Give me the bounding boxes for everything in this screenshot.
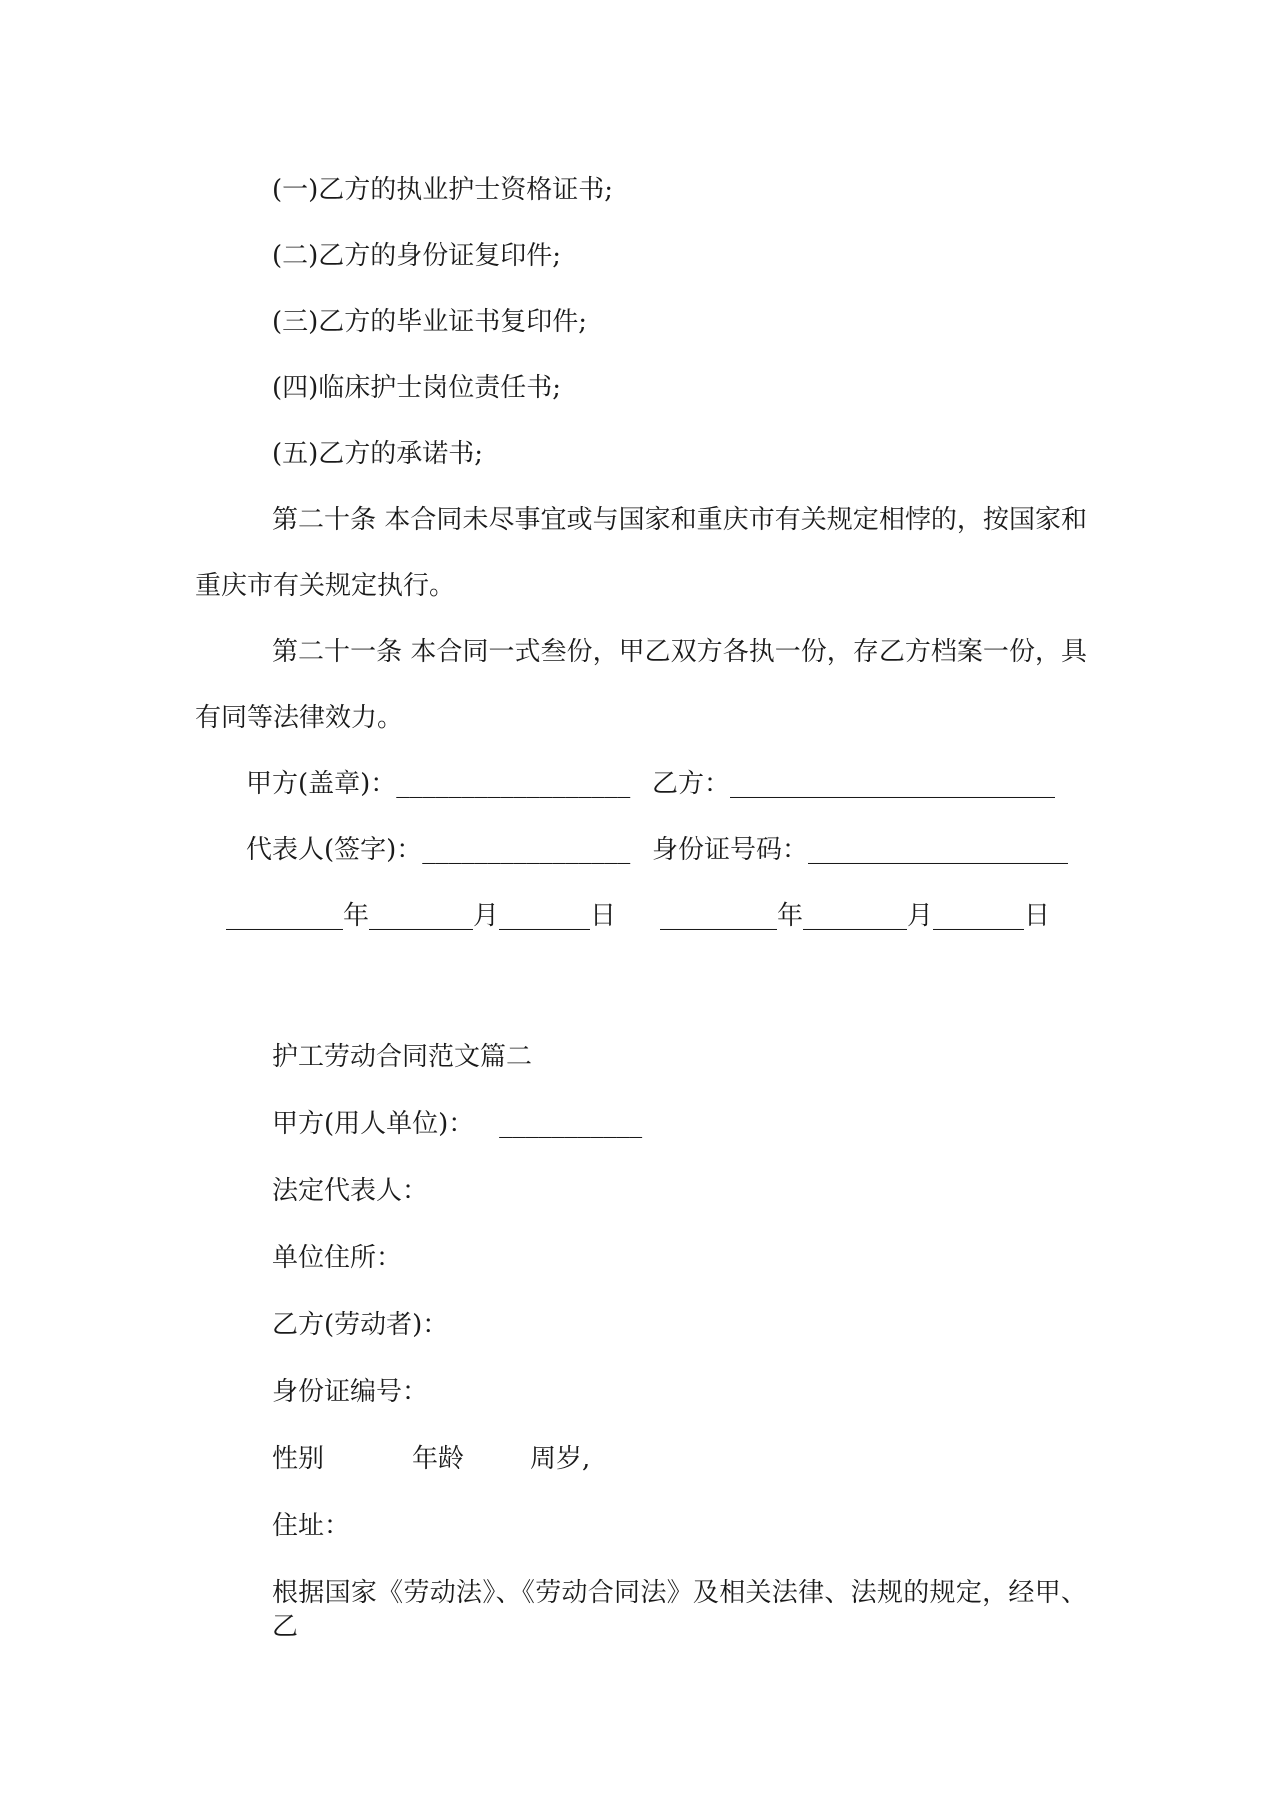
section-title: 护工劳动合同范文篇二: [272, 1042, 533, 1072]
legal-basis-line: 根据国家《劳动法》、《劳动合同法》及相关法律、法规的规定，经甲、乙: [272, 1578, 1087, 1642]
article-20-line-2: 重庆市有关规定执行。: [195, 571, 456, 601]
article-21-line-1: 第二十一条 本合同一式叁份，甲乙双方各执一份，存乙方档案一份，具: [272, 637, 1087, 667]
address-field: 单位住所：: [272, 1243, 403, 1273]
list-item: (一)乙方的执业护士资格证书;: [272, 175, 614, 205]
employer-field: 甲方(用人单位)： ___________: [272, 1109, 643, 1139]
age-label: 年龄: [412, 1444, 465, 1474]
list-item: (五)乙方的承诺书;: [272, 439, 484, 469]
list-item: (三)乙方的毕业证书复印件;: [272, 307, 588, 337]
representative-signature-field: 代表人(签字)：________________: [246, 835, 631, 865]
article-20-line-1: 第二十条 本合同未尽事宜或与国家和重庆市有关规定相悖的，按国家和: [272, 505, 1087, 535]
party-a-seal-field: 甲方(盖章)：__________________: [246, 769, 631, 799]
legal-rep-field: 法定代表人：: [272, 1176, 429, 1206]
party-b-field: 乙方：_________________________: [652, 769, 1056, 799]
id-number-field: 身份证号码：____________________: [652, 835, 1069, 865]
list-item: (二)乙方的身份证复印件;: [272, 241, 562, 271]
employee-field: 乙方(劳动者)：: [272, 1310, 449, 1340]
residence-field: 住址：: [272, 1511, 351, 1541]
id-number-label: 身份证编号：: [272, 1377, 429, 1407]
date-field-a: _________年________月_______日: [226, 901, 617, 931]
article-21-line-2: 有同等法律效力。: [195, 703, 404, 733]
years-label: 周岁,: [530, 1444, 591, 1474]
list-item: (四)临床护士岗位责任书;: [272, 373, 562, 403]
date-field-b: _________年________月_______日: [660, 901, 1051, 931]
gender-label: 性别: [272, 1444, 325, 1474]
